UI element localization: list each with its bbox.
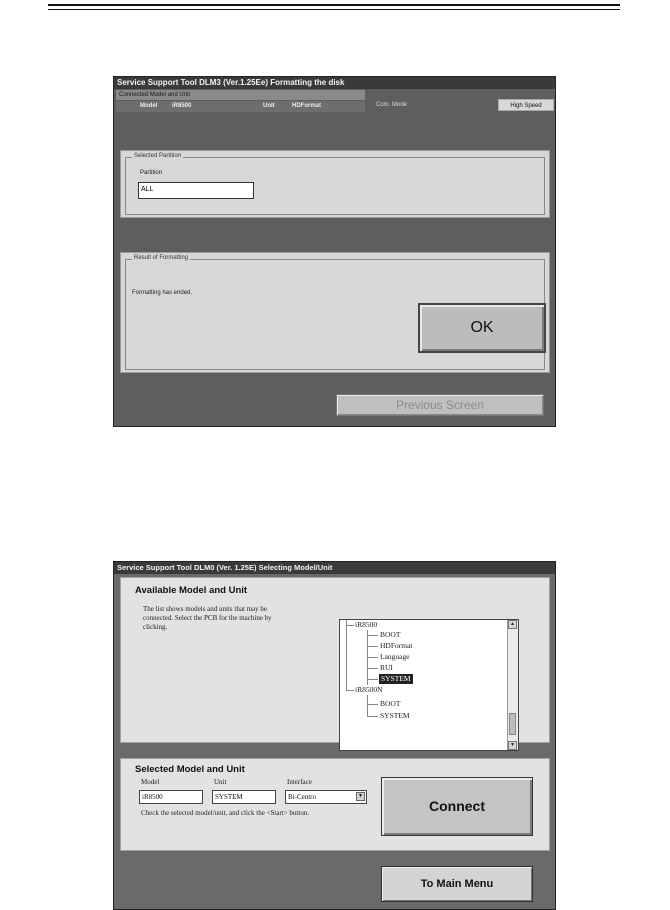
connected-model-unit-label: Connected Model and Unit (116, 90, 365, 100)
model-label: Model (141, 778, 160, 786)
com-mode-label: Com. Mode (376, 102, 408, 108)
tree-item-language[interactable]: Language (380, 652, 410, 661)
unit-label: Unit (214, 778, 227, 786)
model-unit-row (116, 101, 365, 112)
previous-screen-button[interactable]: Previous Screen (336, 394, 544, 416)
tree-item-hdformat[interactable]: HDFormat (380, 641, 413, 650)
interface-value: Bi-Centro (288, 793, 316, 801)
header-rule-thin (48, 9, 620, 10)
partition-field[interactable]: ALL (138, 182, 254, 199)
result-label: Result of Formatting (134, 255, 189, 261)
window-title: Service Support Tool DLM0 (Ver. 1.25E) Selecting Model/Unit (114, 562, 555, 574)
model-label: Model (140, 103, 158, 109)
com-mode-value: High Speed (498, 99, 554, 111)
header-rule (48, 4, 620, 6)
unit-value: HDFormat (292, 103, 322, 109)
tree-group-ir8500[interactable]: iR8500 (355, 620, 378, 629)
partition-label: Partition (140, 170, 163, 176)
select-model-unit-window (113, 561, 556, 910)
available-description: The list shows models and units that may be connected. Select the PCB for the machine by clicking. (143, 605, 272, 631)
ok-button[interactable]: OK (418, 303, 546, 353)
interface-select[interactable] (285, 790, 367, 804)
chevron-down-icon[interactable]: ▼ (356, 792, 365, 801)
scroll-up-icon[interactable]: ▲ (508, 620, 517, 629)
available-model-unit-panel (120, 577, 550, 748)
result-message: Formatting has ended. (132, 290, 193, 296)
selected-partition-label: Selected Partition (134, 153, 182, 159)
model-value: iR8500 (172, 103, 192, 109)
to-main-menu-button[interactable]: To Main Menu (381, 866, 533, 902)
window-title: Service Support Tool DLM3 (Ver.1.25Ee) Formatting the disk (114, 77, 555, 89)
selection-hint: Check the selected model/unit, and click the <Start> button. (141, 809, 310, 817)
tree-group-ir8500n[interactable]: iR8500N (355, 685, 383, 694)
unit-field[interactable]: SYSTEM (212, 790, 276, 804)
connect-button[interactable]: Connect (381, 777, 533, 836)
selected-partition-panel (120, 150, 550, 218)
format-disk-window (113, 76, 556, 427)
scroll-thumb[interactable] (509, 713, 516, 735)
selected-title: Selected Model and Unit (135, 764, 245, 775)
tree-item-boot[interactable]: BOOT (380, 630, 401, 639)
tree-item-rui[interactable]: RUI (380, 663, 393, 672)
tree-item-system-n[interactable]: SYSTEM (380, 711, 410, 720)
model-unit-tree[interactable] (339, 619, 519, 751)
scroll-down-icon[interactable]: ▼ (508, 741, 517, 750)
unit-label: Unit (263, 103, 275, 109)
tree-item-system-selected[interactable]: SYSTEM (381, 674, 411, 683)
interface-label: Interface (287, 778, 312, 786)
selected-partition-group (125, 153, 545, 215)
tree-scrollbar[interactable] (507, 620, 518, 750)
model-field[interactable]: iR8500 (139, 790, 203, 804)
available-title: Available Model and Unit (135, 585, 248, 596)
tree-item-boot-n[interactable]: BOOT (380, 699, 401, 708)
